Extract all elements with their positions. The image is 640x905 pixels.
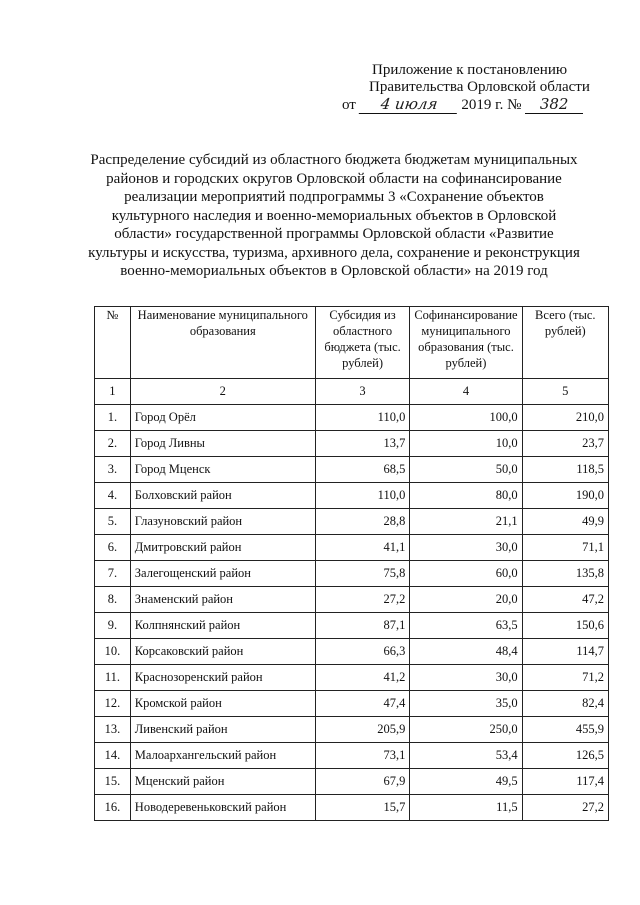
municipality-name: Кромской район: [130, 691, 315, 717]
row-number: 13.: [95, 717, 131, 743]
municipality-name: Краснозоренский район: [130, 665, 315, 691]
table-body: [95, 379, 609, 821]
table-row: [95, 613, 609, 639]
table-row: [95, 639, 609, 665]
municipality-name: Болховский район: [130, 483, 315, 509]
municipality-name: Знаменский район: [130, 587, 315, 613]
row-number: 8.: [95, 587, 131, 613]
table-row: [95, 457, 609, 483]
handwritten-number: 382: [525, 96, 583, 114]
row-number: 5.: [95, 509, 131, 535]
date-prefix: от: [342, 97, 356, 113]
table-row: [95, 561, 609, 587]
table-row: [95, 509, 609, 535]
subsidy-value: 66,3: [315, 639, 410, 665]
cofinancing-value: 49,5: [410, 769, 522, 795]
row-number: 3.: [95, 457, 131, 483]
municipality-name: Город Орёл: [130, 405, 315, 431]
cofinancing-value: 30,0: [410, 535, 522, 561]
municipality-name: Новодеревеньковский район: [130, 795, 315, 821]
total-value: 118,5: [522, 457, 608, 483]
table-row: [95, 691, 609, 717]
subsidy-value: 68,5: [315, 457, 410, 483]
municipality-name: Город Мценск: [130, 457, 315, 483]
appendix-line-1: Приложение к постановлению: [372, 62, 568, 78]
column-number: 1: [95, 379, 131, 405]
header-number: №: [95, 307, 131, 379]
row-number: 15.: [95, 769, 131, 795]
cofinancing-value: 10,0: [410, 431, 522, 457]
municipality-name: Ливенский район: [130, 717, 315, 743]
row-number: 7.: [95, 561, 131, 587]
municipality-name: Дмитровский район: [130, 535, 315, 561]
table-row: [95, 587, 609, 613]
row-number: 10.: [95, 639, 131, 665]
table-row: [95, 405, 609, 431]
subsidy-value: 41,1: [315, 535, 410, 561]
row-number: 1.: [95, 405, 131, 431]
subsidy-value: 87,1: [315, 613, 410, 639]
total-value: 190,0: [522, 483, 608, 509]
row-number: 16.: [95, 795, 131, 821]
municipality-name: Малоархангельский район: [130, 743, 315, 769]
table-row: [95, 769, 609, 795]
subsidy-value: 13,7: [315, 431, 410, 457]
table-row: [95, 431, 609, 457]
title-line: военно-мемориальных объектов в Орловской области» на 2019 год: [120, 263, 548, 279]
cofinancing-value: 30,0: [410, 665, 522, 691]
row-number: 11.: [95, 665, 131, 691]
table-row: [95, 535, 609, 561]
row-number: 14.: [95, 743, 131, 769]
title-line: культурного наследия и военно-мемориальных объектов в Орловской: [111, 207, 557, 224]
municipality-name: Залегощенский район: [130, 561, 315, 587]
table-row: [95, 795, 609, 821]
subsidy-value: 110,0: [315, 483, 410, 509]
total-value: 455,9: [522, 717, 608, 743]
subsidy-value: 110,0: [315, 405, 410, 431]
table-row: [95, 665, 609, 691]
table-header-row: [95, 307, 609, 379]
municipality-name: Город Ливны: [130, 431, 315, 457]
total-value: 71,2: [522, 665, 608, 691]
subsidy-value: 47,4: [315, 691, 410, 717]
title-line: Распределение субсидий из областного бюджета бюджетам муниципальных: [90, 152, 578, 168]
municipality-name: Корсаковский район: [130, 639, 315, 665]
cofinancing-value: 80,0: [410, 483, 522, 509]
column-number-row: [95, 379, 609, 405]
total-value: 135,8: [522, 561, 608, 587]
table-row: [95, 717, 609, 743]
cofinancing-value: 21,1: [410, 509, 522, 535]
appendix-header: [342, 62, 612, 114]
header-total: Всего (тыс. рублей): [522, 307, 608, 379]
subsidy-value: 67,9: [315, 769, 410, 795]
column-number: 3: [315, 379, 410, 405]
cofinancing-value: 35,0: [410, 691, 522, 717]
column-number: 5: [522, 379, 608, 405]
municipality-name: Мценский район: [130, 769, 315, 795]
total-value: 117,4: [522, 769, 608, 795]
year-number-label: 2019 г. №: [461, 97, 522, 113]
subsidy-value: 15,7: [315, 795, 410, 821]
header-municipality: Наименование муниципального образования: [130, 307, 315, 379]
municipality-name: Глазуновский район: [130, 509, 315, 535]
total-value: 23,7: [522, 431, 608, 457]
row-number: 4.: [95, 483, 131, 509]
total-value: 47,2: [522, 587, 608, 613]
cofinancing-value: 48,4: [410, 639, 522, 665]
subsidy-value: 73,1: [315, 743, 410, 769]
column-number: 2: [130, 379, 315, 405]
total-value: 150,6: [522, 613, 608, 639]
table-row: [95, 483, 609, 509]
title-line: культуры и искусства, туризма, архивного дела, сохранение и реконструкция: [88, 244, 580, 261]
appendix-line-2: Правительства Орловской области: [369, 79, 590, 95]
header-subsidy: Субсидия из областного бюджета (тыс. рублей): [315, 307, 410, 379]
title-line: области» государственной программы Орловской области «Развитие: [114, 226, 554, 242]
total-value: 82,4: [522, 691, 608, 717]
cofinancing-value: 63,5: [410, 613, 522, 639]
row-number: 12.: [95, 691, 131, 717]
document-title: [60, 151, 608, 281]
cofinancing-value: 50,0: [410, 457, 522, 483]
row-number: 9.: [95, 613, 131, 639]
total-value: 126,5: [522, 743, 608, 769]
cofinancing-value: 53,4: [410, 743, 522, 769]
table-row: [95, 743, 609, 769]
total-value: 27,2: [522, 795, 608, 821]
cofinancing-value: 60,0: [410, 561, 522, 587]
appendix-date-line: [342, 96, 612, 114]
title-line: районов и городских округов Орловской области на софинансирование: [106, 170, 562, 187]
row-number: 6.: [95, 535, 131, 561]
subsidy-table: [94, 306, 609, 821]
total-value: 49,9: [522, 509, 608, 535]
subsidy-value: 75,8: [315, 561, 410, 587]
cofinancing-value: 100,0: [410, 405, 522, 431]
cofinancing-value: 11,5: [410, 795, 522, 821]
total-value: 210,0: [522, 405, 608, 431]
handwritten-date: 4 июля: [358, 96, 459, 114]
cofinancing-value: 250,0: [410, 717, 522, 743]
subsidy-value: 28,8: [315, 509, 410, 535]
header-cofinancing: Софинансирование муниципального образования (тыс. рублей): [410, 307, 522, 379]
total-value: 114,7: [522, 639, 608, 665]
subsidy-value: 27,2: [315, 587, 410, 613]
cofinancing-value: 20,0: [410, 587, 522, 613]
subsidy-value: 205,9: [315, 717, 410, 743]
total-value: 71,1: [522, 535, 608, 561]
column-number: 4: [410, 379, 522, 405]
title-line: реализации мероприятий подпрограммы 3 «Сохранение объектов: [124, 189, 544, 205]
row-number: 2.: [95, 431, 131, 457]
municipality-name: Колпнянский район: [130, 613, 315, 639]
subsidy-value: 41,2: [315, 665, 410, 691]
